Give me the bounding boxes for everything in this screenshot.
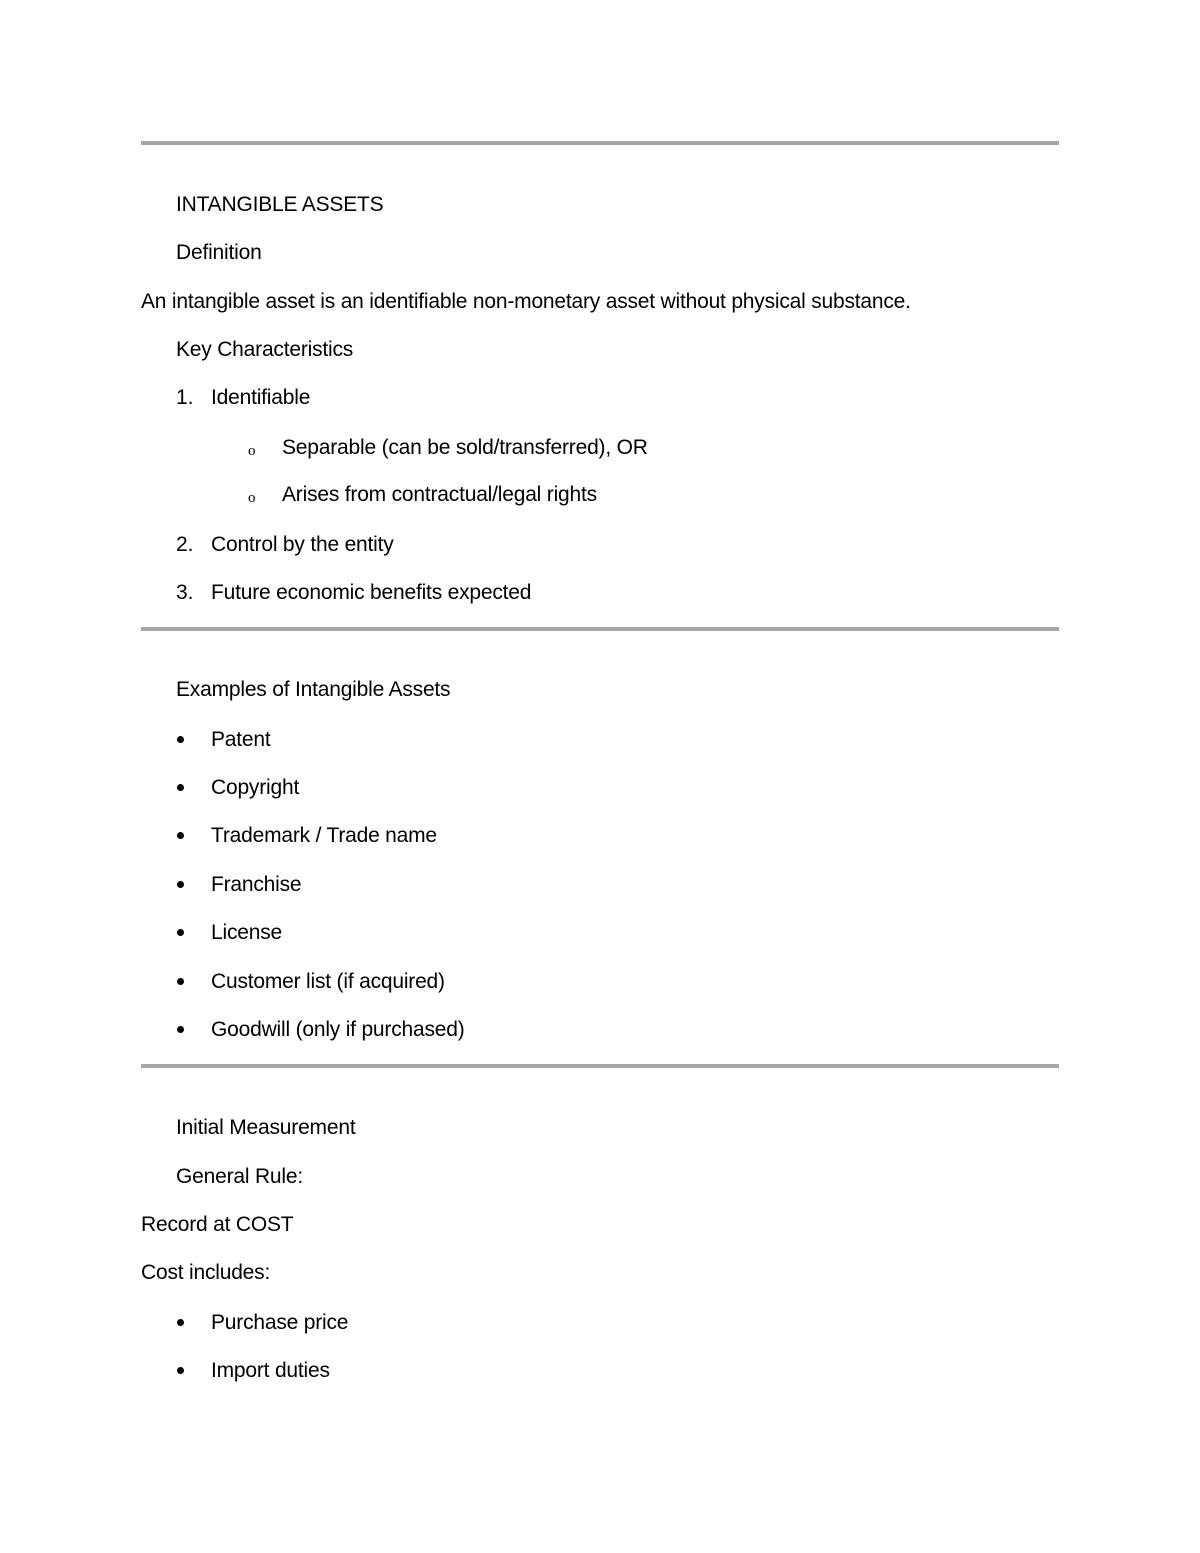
sub-bullet-icon: o [248, 490, 256, 506]
bullet-icon [177, 978, 184, 985]
cost-includes-label: Cost includes: [141, 1261, 271, 1284]
examples-heading: Examples of Intangible Assets [176, 678, 451, 701]
horizontal-rule-bottom [141, 1064, 1059, 1068]
cost-item: Import duties [211, 1359, 330, 1382]
example-item: Goodwill (only if purchased) [211, 1018, 465, 1041]
bullet-icon [177, 736, 184, 743]
cost-item: Purchase price [211, 1311, 349, 1334]
example-item: Franchise [211, 873, 302, 896]
sub-bullet-icon: o [248, 443, 256, 459]
example-item: License [211, 921, 282, 944]
key-characteristics-heading: Key Characteristics [176, 338, 354, 361]
bullet-icon [177, 1026, 184, 1033]
record-at-cost-text: Record at COST [141, 1213, 294, 1236]
characteristic-item-3: Future economic benefits expected [211, 581, 532, 604]
initial-measurement-heading: Initial Measurement [176, 1116, 356, 1139]
bullet-icon [177, 832, 184, 839]
example-item: Trademark / Trade name [211, 824, 437, 847]
list-number-1: 1. [176, 386, 194, 409]
horizontal-rule-top [141, 141, 1059, 145]
example-item: Patent [211, 728, 271, 751]
bullet-icon [177, 784, 184, 791]
list-number-2: 2. [176, 533, 194, 556]
example-item: Copyright [211, 776, 300, 799]
bullet-icon [177, 881, 184, 888]
characteristic-item-2: Control by the entity [211, 533, 394, 556]
sub-item-contractual: Arises from contractual/legal rights [282, 483, 597, 506]
characteristic-item-1: Identifiable [211, 386, 311, 409]
example-item: Customer list (if acquired) [211, 970, 445, 993]
definition-heading: Definition [176, 241, 262, 264]
sub-item-separable: Separable (can be sold/transferred), OR [282, 436, 648, 459]
general-rule-label: General Rule: [176, 1165, 303, 1188]
document-title: INTANGIBLE ASSETS [176, 193, 384, 216]
bullet-icon [177, 1319, 184, 1326]
list-number-3: 3. [176, 581, 194, 604]
bullet-icon [177, 1367, 184, 1374]
horizontal-rule-middle [141, 627, 1059, 631]
definition-text: An intangible asset is an identifiable non-monetary asset without physical substance. [141, 290, 911, 313]
bullet-icon [177, 929, 184, 936]
